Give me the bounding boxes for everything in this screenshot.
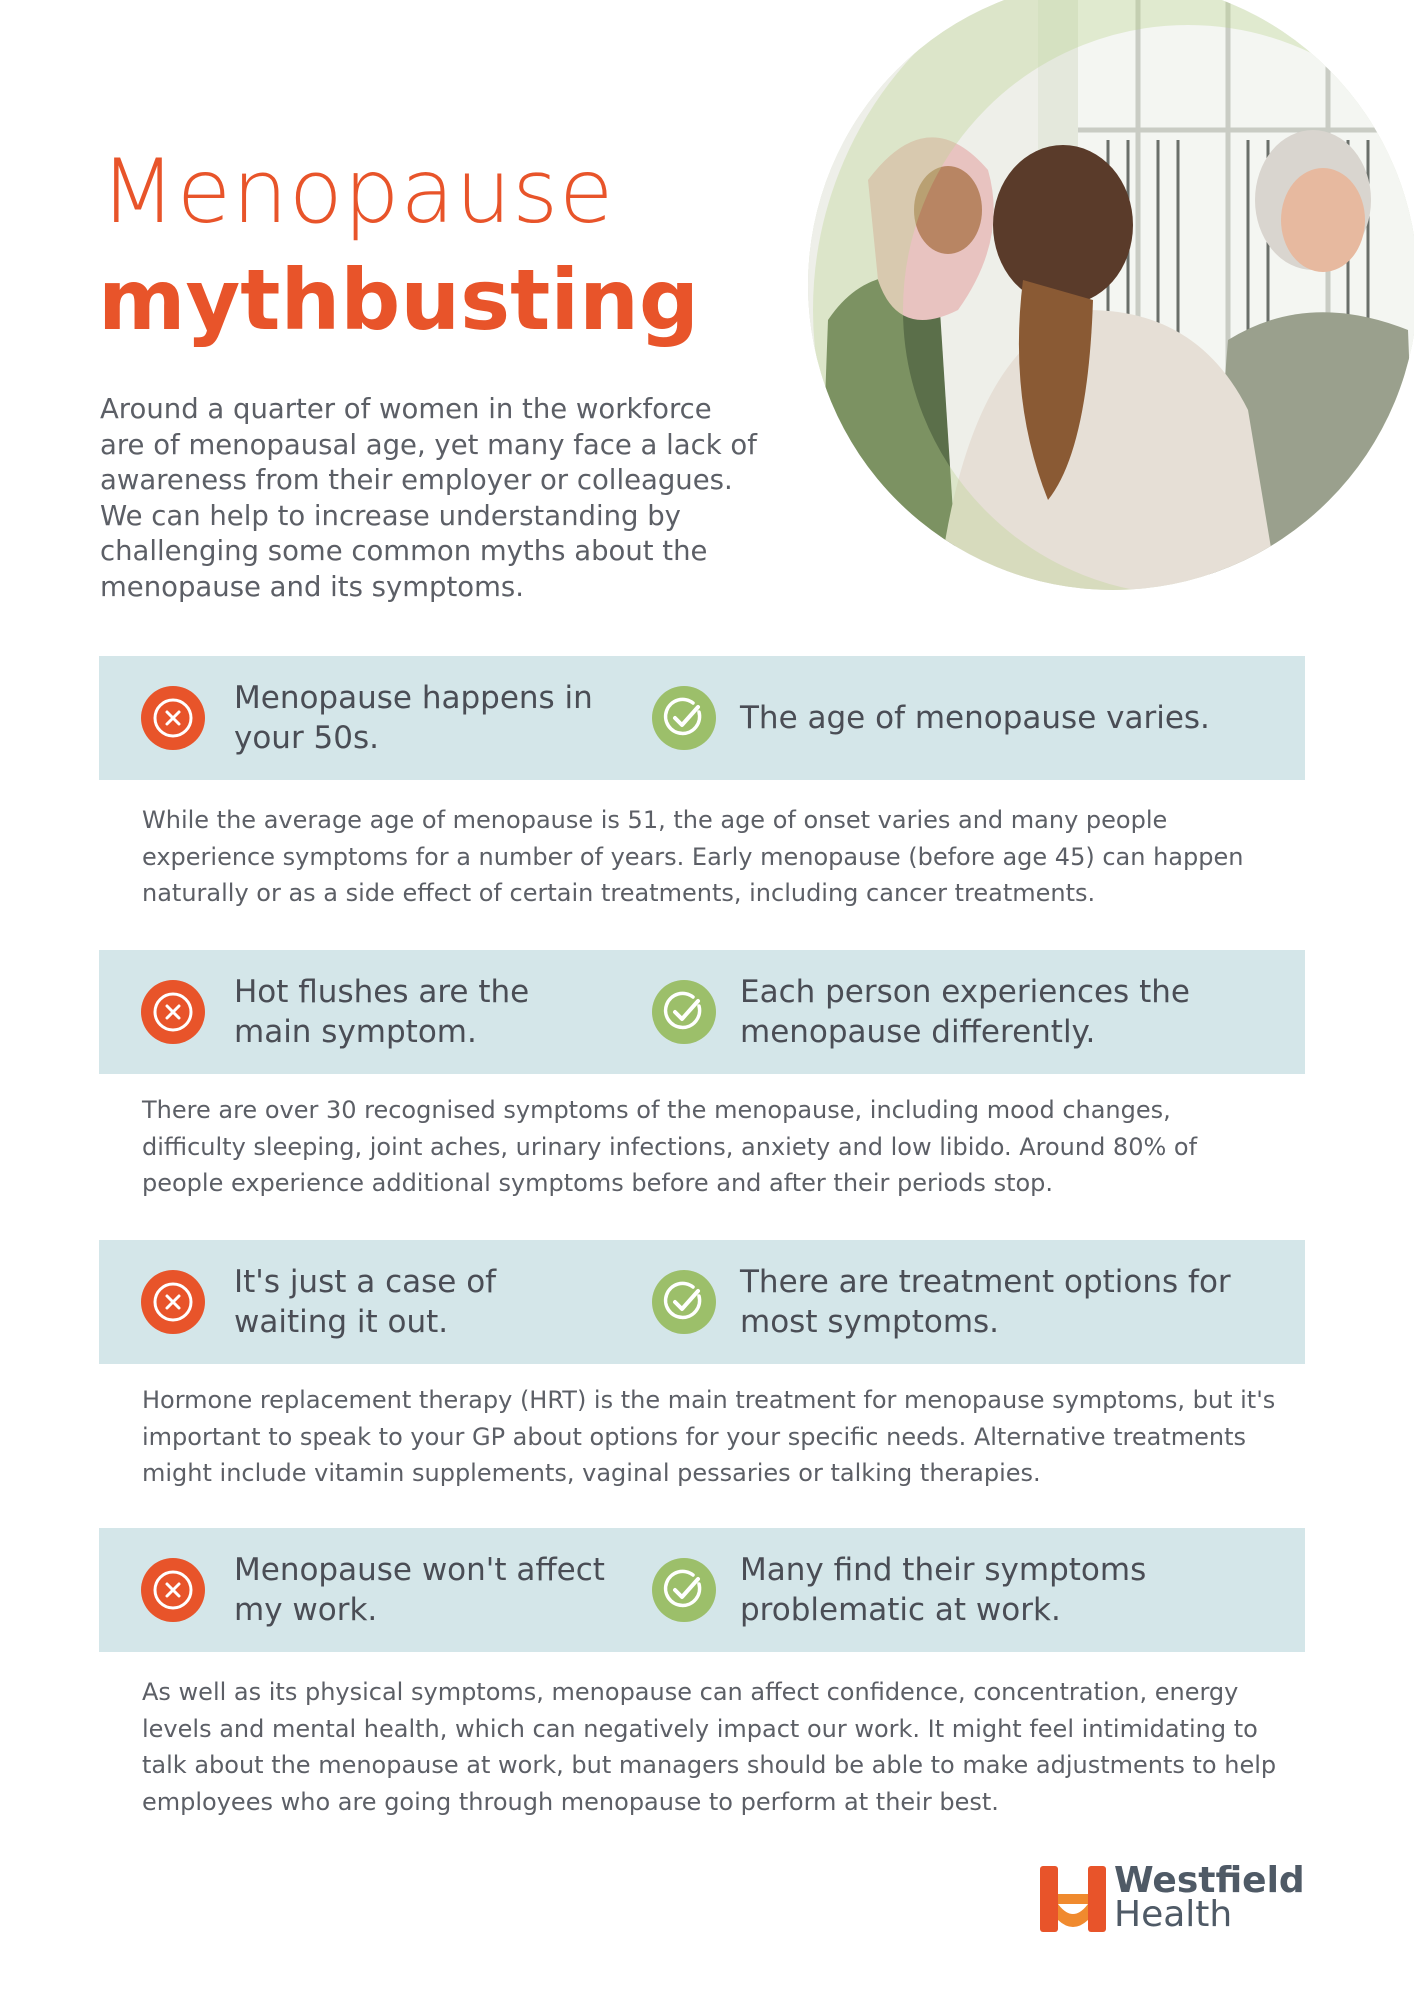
cross-circle-icon [141, 1270, 205, 1334]
explanation-paragraph-2: There are over 30 recognised symptoms of the menopause, including mood changes, difficulty sleeping, joint aches, urinary infections, anxiety and low libido. Around 80% of people experience additional symptoms before and after their periods stop. [142, 1096, 1198, 1197]
logo-text-health: Health [1114, 1894, 1233, 1935]
cross-circle-icon [141, 980, 205, 1044]
cross-circle-icon [141, 686, 205, 750]
fact-statement: Each person experiences the menopause differently. [740, 974, 1190, 1050]
westfield-health-mark-icon [1038, 1864, 1108, 1934]
myth-fact-band-1 [99, 656, 1305, 780]
page-title-line1: Menopause [100, 140, 615, 243]
myth-statement: Hot flushes are the main symptom. [234, 974, 530, 1050]
explanation-paragraph-4: As well as its physical symptoms, menopause can affect confidence, concentration, energy levels and mental health, which can negatively impact our work. It might feel intimidating to talk about the menopause at work, but managers should be able to make adjustments to help employees who are going through menopause to perform at their best. [142, 1678, 1277, 1816]
check-circle-icon [652, 980, 716, 1044]
myth-fact-band-3 [99, 1240, 1305, 1364]
check-circle-icon [652, 686, 716, 750]
explanation-paragraph-1: While the average age of menopause is 51, the age of onset varies and many people experience symptoms for a number of years. Early menopause (before age 45) can happen naturally or as a side effect of certain treatments, including cancer treatments. [142, 806, 1244, 907]
women-talking-photo [808, 0, 1414, 590]
explanation-paragraph-3: Hormone replacement therapy (HRT) is the main treatment for menopause symptoms, but it's important to speak to your GP about options for your specific needs. Alternative treatments might include vitamin supplements, vaginal pessaries or talking therapies. [142, 1386, 1276, 1487]
cross-circle-icon [141, 1558, 205, 1622]
fact-statement: Many find their symptoms problematic at work. [740, 1552, 1147, 1628]
myth-fact-band-2 [99, 950, 1305, 1074]
fact-statement: There are treatment options for most symptoms. [740, 1264, 1231, 1340]
check-circle-icon [652, 1558, 716, 1622]
myth-fact-band-4 [99, 1528, 1305, 1652]
check-circle-icon [652, 1270, 716, 1334]
myth-statement: Menopause won't affect my work. [234, 1552, 605, 1628]
myth-statement: Menopause happens in your 50s. [234, 680, 593, 756]
westfield-health-logo [1038, 1862, 1308, 1936]
page-title-line2: mythbusting [98, 251, 700, 349]
logo-text-westfield: Westfield [1114, 1860, 1305, 1901]
intro-paragraph: Around a quarter of women in the workforce are of menopausal age, yet many face a lack of awareness from their employer or colleagues. We can help to increase understanding by challenging some common myths about the menopause and its symptoms. [100, 393, 757, 603]
myth-statement: It's just a case of waiting it out. [234, 1264, 497, 1340]
fact-statement: The age of menopause varies. [740, 700, 1210, 736]
